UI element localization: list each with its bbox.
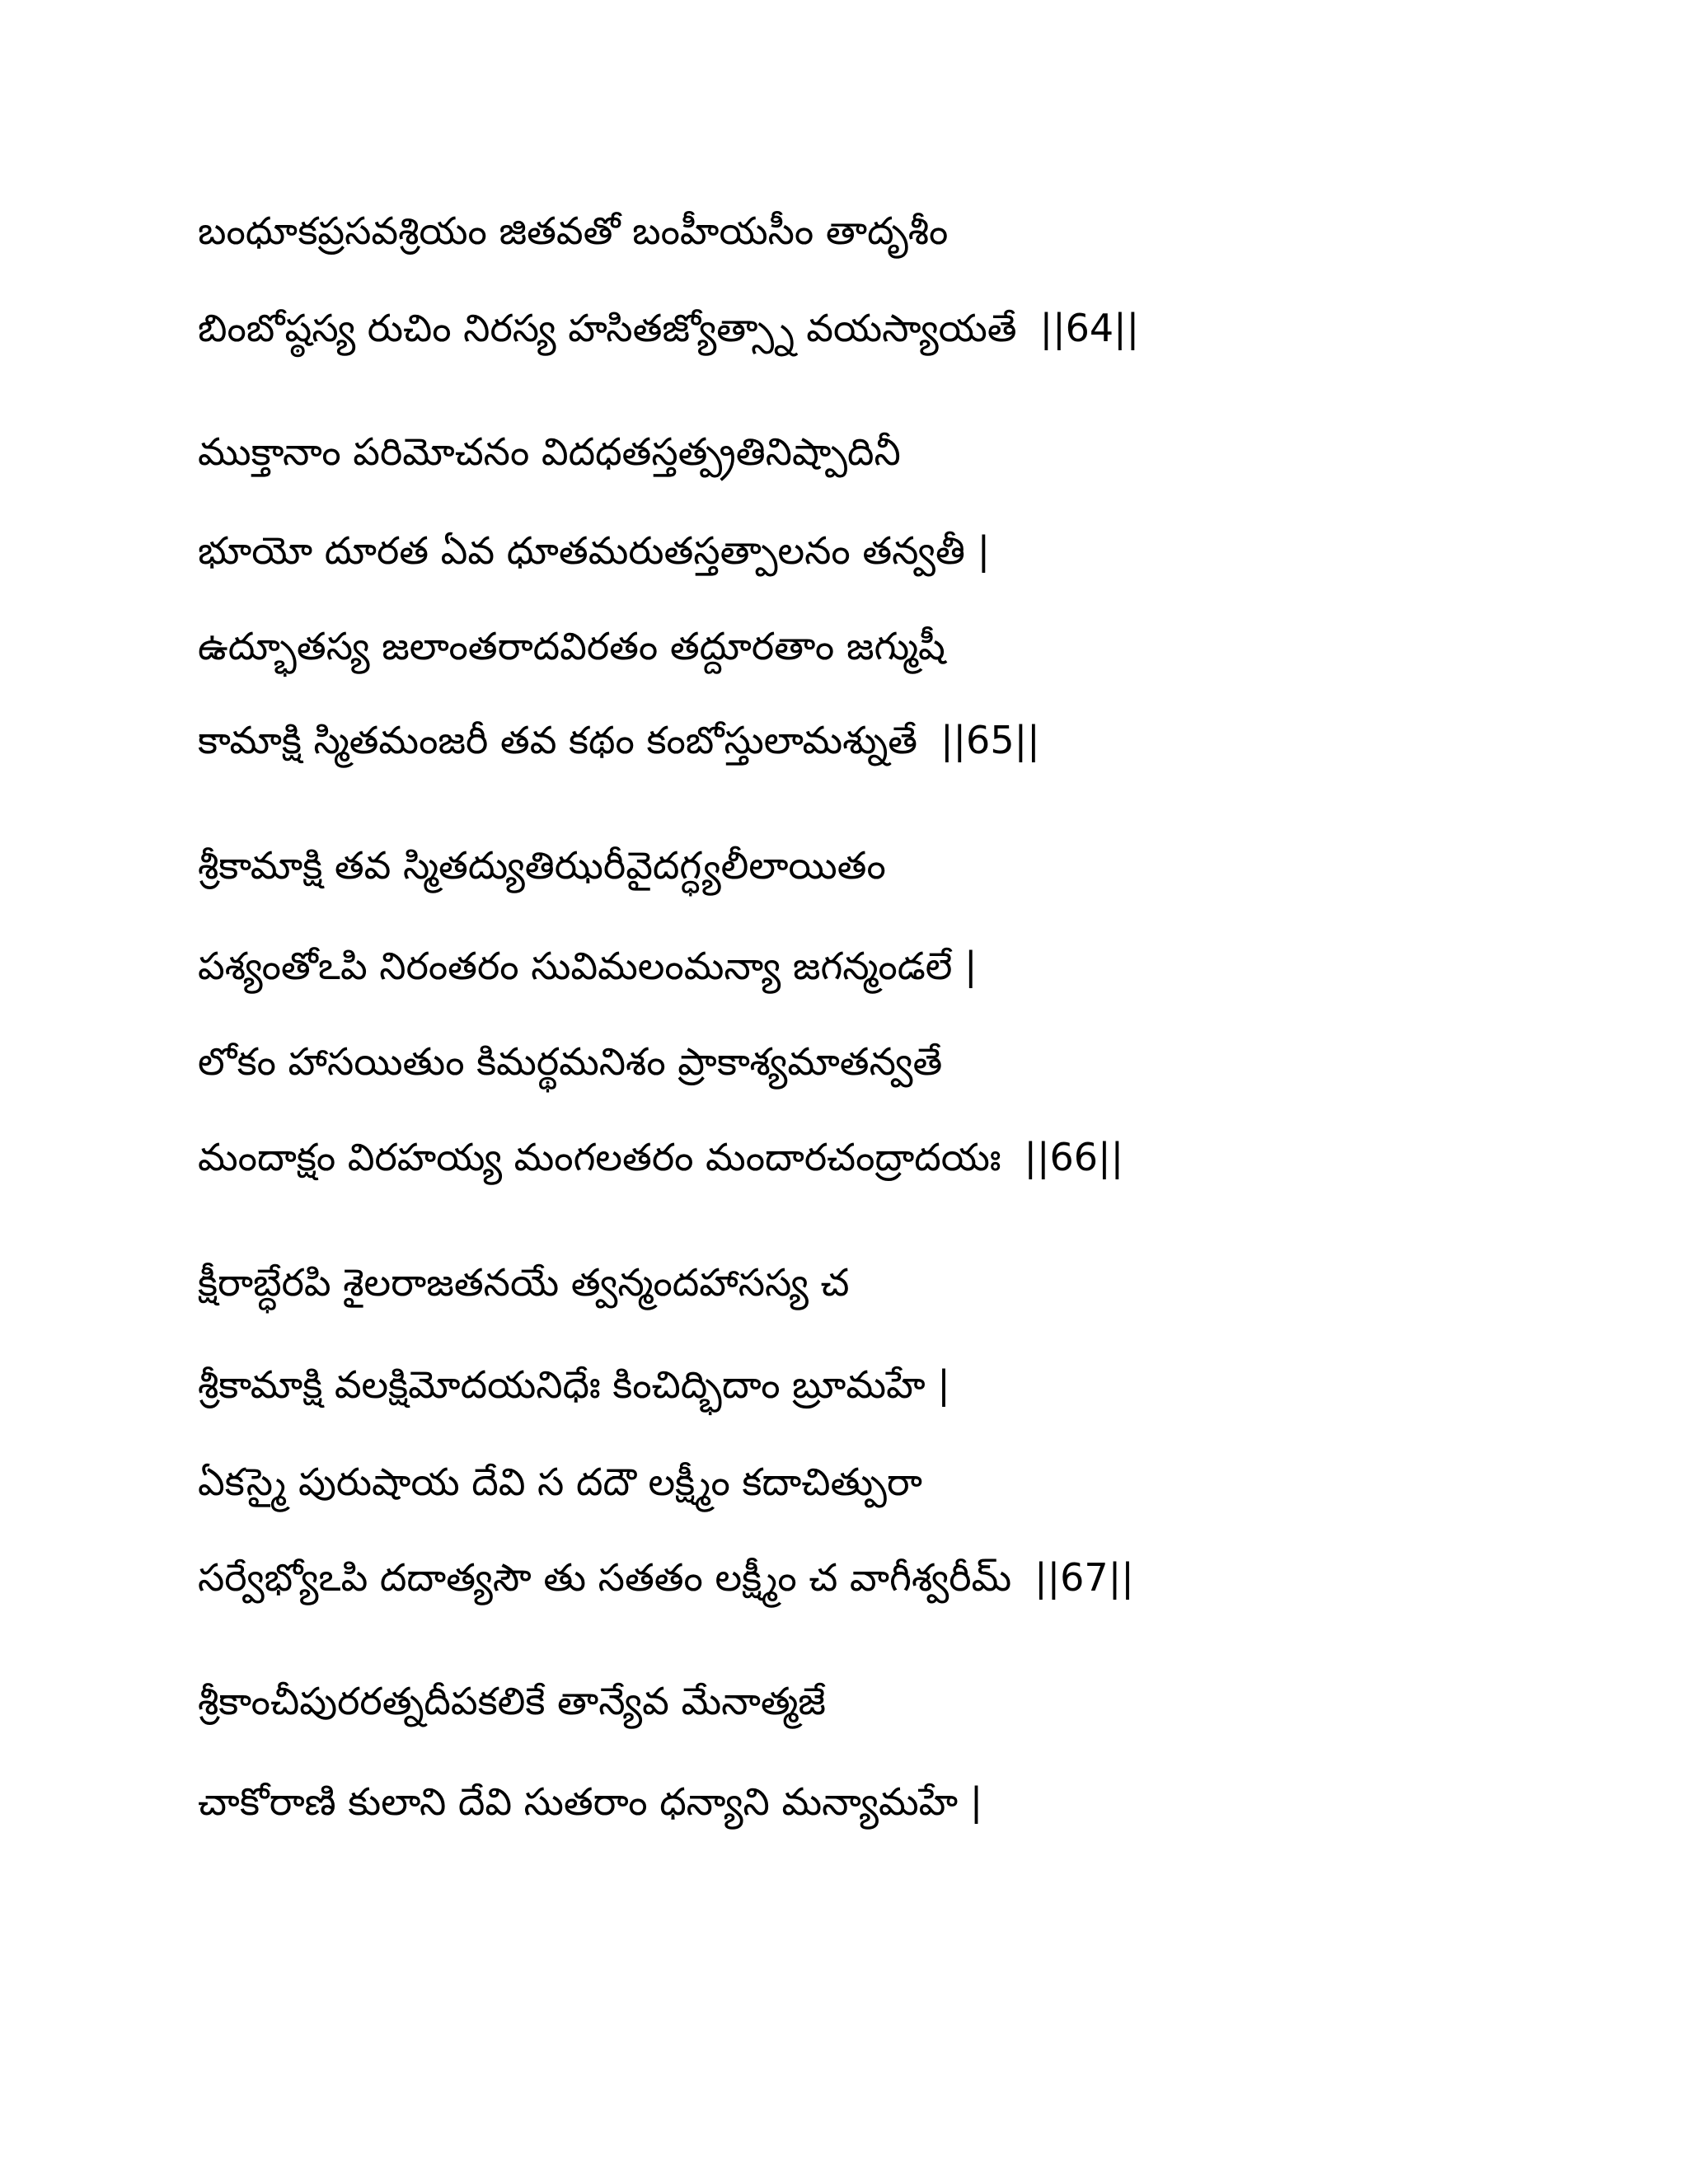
- verse-line: చాకోరాణి కులాని దేవి సుతరాం ధన్యాని మన్యామహే |: [198, 1779, 983, 1824]
- verse-line: శ్రీకామాక్షి తవ స్మితద్యుతిఝరీవైదగ్ధ్యలీలాయితం: [198, 843, 886, 888]
- verse-number: ||64||: [1039, 306, 1140, 350]
- verse-line: శ్రీకామాక్షి వలక్షిమోదయనిధేః కించిద్భిదాం బ్రూమహే |: [198, 1362, 950, 1407]
- verse-number: ||67||: [1034, 1555, 1134, 1600]
- verse-number: ||65||: [940, 718, 1040, 762]
- verse-line: ఏకస్మై పురుషాయ దేవి స దదౌ లక్ష్మీం కదాచిత్పురా: [198, 1460, 922, 1504]
- verse-line: క్షీరాబ్ధేరపి శైలరాజతనయే త్వన్మందహాసస్య చ: [198, 1260, 850, 1305]
- verse-line: మందాక్షం విరహయ్య మంగలతరం మందారచంద్రాదయః ||66||: [198, 1135, 1124, 1179]
- verse-line: బంధూకప్రసవశ్రియం జితవతో బంహీయసీం తాదృశీం: [198, 209, 949, 253]
- verse-line: బింబోష్ఠస్య రుచిం నిరస్య హసితజ్యోత్స్నా వయస్యాయతే ||64||: [198, 306, 1140, 350]
- verse-line: పశ్యంతోఽపి నిరంతరం సువిమలంమన్యా జగన్మండలే |: [198, 944, 978, 988]
- verse-line: భూయో దూరత ఏవ ధూతమరుతస్తత్పాలనం తన్వతీ |: [198, 528, 991, 573]
- verse-number: ||66||: [1024, 1135, 1124, 1179]
- verse-line: ఉద్భూతస్య జలాంతరాదవిరతం తద్దూరతాం జగ్ముషీ: [198, 624, 945, 668]
- verse-line: శ్రీకాంచీపురరత్నదీపకలికే తాన్యేవ మేనాత్మజే: [198, 1679, 826, 1723]
- verse-line: కామాక్షి స్మితమంజరీ తవ కథం కంబోస్తులామశ్నుతే ||65||: [198, 718, 1040, 762]
- verse-line: ముక్తానాం పరిమోచనం విదధతస్తత్ప్రతినిష్పాదినీ: [198, 429, 901, 474]
- verse-line: సర్వేభ్యోఽపి దదాత్యసౌ తు సతతం లక్ష్మీం చ వాగీశ్వరీమ్ ||67||: [198, 1555, 1134, 1600]
- verse-line: లోకం హాసయితుం కిమర్థమనిశం ప్రాకాశ్యమాతన్వతే: [198, 1039, 943, 1084]
